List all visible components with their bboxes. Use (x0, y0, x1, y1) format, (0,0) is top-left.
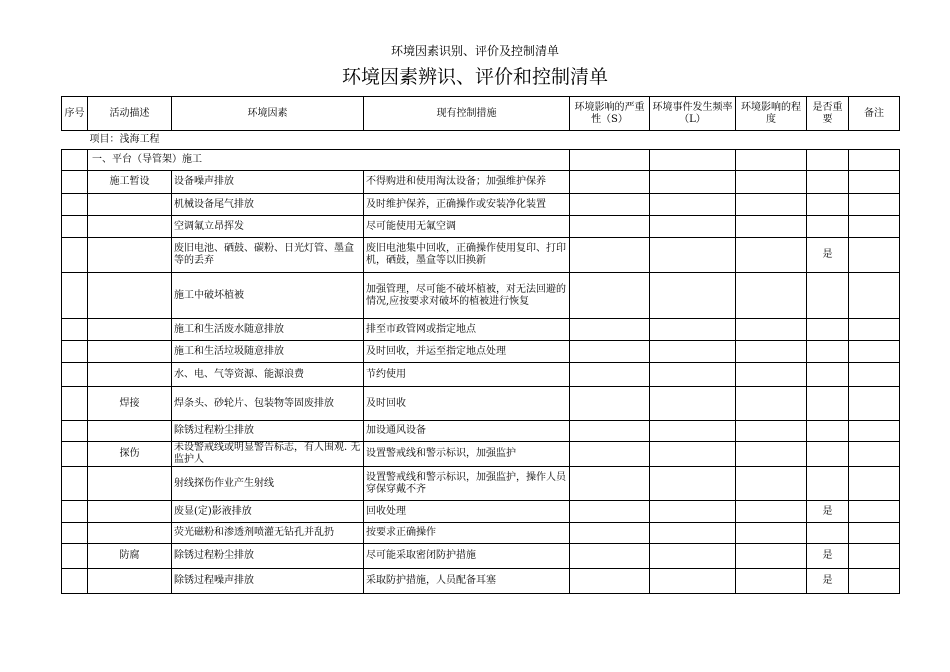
important-cell (807, 421, 849, 442)
severity-cell (570, 171, 650, 194)
severity-cell (570, 216, 650, 238)
measure-cell: 设置警戒线和警示标识，加强监护 (364, 442, 570, 467)
degree-cell (736, 238, 807, 273)
factor-cell: 除锈过程粉尘排放 (172, 544, 364, 569)
important-cell (807, 319, 849, 341)
table-row (62, 501, 900, 523)
remark-cell (849, 501, 900, 523)
factor-cell: 焊条头、砂轮片、包装物等固废排放 (172, 387, 364, 421)
factor-cell: 废显(定)影液排放 (172, 501, 364, 523)
severity-cell (570, 341, 650, 363)
table-row (62, 273, 900, 319)
degree-cell (736, 523, 807, 544)
degree-cell (736, 544, 807, 569)
severity-cell (570, 238, 650, 273)
degree-cell (736, 442, 807, 467)
measure-cell: 节约使用 (364, 363, 570, 387)
severity-cell (570, 421, 650, 442)
degree-cell (736, 171, 807, 194)
factor-cell: 设备噪声排放 (172, 171, 364, 194)
seq-cell (62, 363, 88, 387)
control-list-table (61, 96, 900, 594)
remark-cell (849, 421, 900, 442)
section-row (62, 150, 900, 171)
seq-cell (62, 387, 88, 421)
important-cell: 是 (807, 501, 849, 523)
activity-cell (88, 273, 172, 319)
activity-cell (88, 341, 172, 363)
remark-cell (849, 273, 900, 319)
measure-cell: 回收处理 (364, 501, 570, 523)
activity-cell (88, 216, 172, 238)
degree-cell (736, 421, 807, 442)
degree-cell (736, 569, 807, 594)
remark-cell (849, 363, 900, 387)
degree-cell (736, 501, 807, 523)
frequency-cell (650, 171, 736, 194)
important-cell (807, 216, 849, 238)
table-row (62, 421, 900, 442)
remark-cell (849, 319, 900, 341)
measure-cell: 加强管理，尽可能不破坏植被，对无法回避的情况,应按要求对破坏的植被进行恢复 (364, 273, 570, 319)
measure-cell: 采取防护措施，人员配备耳塞 (364, 569, 570, 594)
seq-cell (62, 501, 88, 523)
header-important: 是否重要 (807, 97, 849, 131)
important-cell (807, 273, 849, 319)
factor-cell: 废旧电池、硒鼓、碳粉、日光灯管、墨盒等的丢弃 (172, 238, 364, 273)
activity-cell (88, 467, 172, 501)
seq-cell (62, 171, 88, 194)
measure-cell: 设置警戒线和警示标识，加强监护，操作人员穿保穿戴不齐 (364, 467, 570, 501)
severity-cell (570, 501, 650, 523)
severity-cell (570, 467, 650, 501)
frequency-cell (650, 216, 736, 238)
header-activity: 活动描述 (88, 97, 172, 131)
remark-cell (849, 569, 900, 594)
activity-cell (88, 421, 172, 442)
header-seq: 序号 (62, 97, 88, 131)
remark-cell (849, 238, 900, 273)
frequency-cell (650, 569, 736, 594)
project-row (62, 131, 900, 150)
activity-cell (88, 194, 172, 216)
measure-cell: 加设通风设备 (364, 421, 570, 442)
table-row (62, 216, 900, 238)
activity-cell (88, 319, 172, 341)
degree-cell (736, 194, 807, 216)
factor-cell: 施工中破坏植被 (172, 273, 364, 319)
important-cell (807, 523, 849, 544)
table-row (62, 319, 900, 341)
degree-cell (736, 467, 807, 501)
factor-cell: 水、电、气等资源、能源浪费 (172, 363, 364, 387)
table-row (62, 569, 900, 594)
frequency-cell (650, 194, 736, 216)
seq-cell (62, 523, 88, 544)
important-cell (807, 442, 849, 467)
seq-cell (62, 216, 88, 238)
important-cell (807, 387, 849, 421)
seq-cell (62, 319, 88, 341)
table-body (62, 171, 900, 594)
seq-cell (62, 467, 88, 501)
factor-cell: 除锈过程粉尘排放 (172, 421, 364, 442)
header-frequency: 环境事件发生频率（L） (650, 97, 736, 131)
seq-cell (62, 442, 88, 467)
document-title: 环境因素辨识、评价和控制清单 (341, 66, 608, 88)
frequency-cell (650, 421, 736, 442)
measure-cell: 不得购进和使用淘汰设备；加强维护保养 (364, 171, 570, 194)
measure-cell: 按要求正确操作 (364, 523, 570, 544)
degree-cell (736, 319, 807, 341)
important-cell: 是 (807, 544, 849, 569)
factor-cell: 空调氟立昂挥发 (172, 216, 364, 238)
measure-cell: 废旧电池集中回收，正确操作使用复印、打印机，硒鼓，墨盒等以旧换新 (364, 238, 570, 273)
measure-cell: 及时维护保养，正确操作或安装净化装置 (364, 194, 570, 216)
frequency-cell (650, 387, 736, 421)
header-severity: 环境影响的严重性（S） (570, 97, 650, 131)
activity-cell (88, 501, 172, 523)
measure-cell: 及时回收，并运至指定地点处理 (364, 341, 570, 363)
frequency-cell (650, 238, 736, 273)
remark-cell (849, 442, 900, 467)
frequency-cell (650, 501, 736, 523)
header-measures: 现有控制措施 (364, 97, 570, 131)
remark-cell (849, 341, 900, 363)
document-subtitle: 环境因素识别、评价及控制清单 (390, 44, 559, 58)
table-row (62, 341, 900, 363)
degree-cell (736, 273, 807, 319)
header-degree: 环境影响的程度 (736, 97, 807, 131)
table-row (62, 238, 900, 273)
factor-cell: 施工和生活垃圾随意排放 (172, 341, 364, 363)
severity-cell (570, 442, 650, 467)
remark-cell (849, 544, 900, 569)
activity-cell (88, 523, 172, 544)
frequency-cell (650, 544, 736, 569)
table-row (62, 442, 900, 467)
important-cell (807, 194, 849, 216)
important-cell (807, 341, 849, 363)
severity-cell (570, 194, 650, 216)
remark-cell (849, 523, 900, 544)
important-cell (807, 363, 849, 387)
frequency-cell (650, 273, 736, 319)
activity-cell: 施工暂设 (88, 171, 172, 194)
important-cell (807, 467, 849, 501)
important-cell: 是 (807, 238, 849, 273)
degree-cell (736, 363, 807, 387)
project-label: 项目：浅海工程 (62, 131, 900, 150)
table-row (62, 363, 900, 387)
seq-cell (62, 569, 88, 594)
measure-cell: 及时回收 (364, 387, 570, 421)
important-cell (807, 171, 849, 194)
frequency-cell (650, 523, 736, 544)
seq-cell (62, 341, 88, 363)
severity-cell (570, 363, 650, 387)
seq-cell (62, 150, 88, 171)
factor-cell: 荧光磁粉和渗透剂喷灌无钻孔并乱扔 (172, 523, 364, 544)
severity-cell (570, 569, 650, 594)
remark-cell (849, 216, 900, 238)
remark-cell (849, 171, 900, 194)
header-factor: 环境因素 (172, 97, 364, 131)
severity-cell (570, 544, 650, 569)
table-row (62, 523, 900, 544)
remark-cell (849, 467, 900, 501)
seq-cell (62, 194, 88, 216)
table-row (62, 544, 900, 569)
seq-cell (62, 421, 88, 442)
activity-cell (88, 569, 172, 594)
frequency-cell (650, 341, 736, 363)
severity-cell (570, 319, 650, 341)
degree-cell (736, 387, 807, 421)
severity-cell (570, 523, 650, 544)
table-row (62, 387, 900, 421)
table-row (62, 467, 900, 501)
severity-cell (570, 273, 650, 319)
factor-cell: 射线探伤作业产生射线 (172, 467, 364, 501)
activity-cell (88, 238, 172, 273)
severity-cell (570, 387, 650, 421)
measure-cell: 尽可能采取密闭防护措施 (364, 544, 570, 569)
frequency-cell (650, 442, 736, 467)
header-row (62, 97, 900, 131)
table-row (62, 171, 900, 194)
activity-cell: 探伤 (88, 442, 172, 467)
factor-cell: 未设警戒线或明显警告标志，有人围观. 无监护人 (172, 442, 364, 467)
seq-cell (62, 238, 88, 273)
factor-cell: 除锈过程噪声排放 (172, 569, 364, 594)
remark-cell (849, 387, 900, 421)
activity-cell: 焊接 (88, 387, 172, 421)
remark-cell (849, 194, 900, 216)
section-title: 一、平台（导管架）施工 (88, 150, 570, 171)
activity-cell: 防腐 (88, 544, 172, 569)
table-row (62, 194, 900, 216)
frequency-cell (650, 319, 736, 341)
frequency-cell (650, 363, 736, 387)
degree-cell (736, 341, 807, 363)
measure-cell: 排至市政管网或指定地点 (364, 319, 570, 341)
degree-cell (736, 216, 807, 238)
seq-cell (62, 273, 88, 319)
factor-cell: 施工和生活废水随意排放 (172, 319, 364, 341)
activity-cell (88, 363, 172, 387)
factor-cell: 机械设备尾气排放 (172, 194, 364, 216)
frequency-cell (650, 467, 736, 501)
seq-cell (62, 544, 88, 569)
important-cell: 是 (807, 569, 849, 594)
measure-cell: 尽可能使用无氟空调 (364, 216, 570, 238)
header-remark: 备注 (849, 97, 900, 131)
